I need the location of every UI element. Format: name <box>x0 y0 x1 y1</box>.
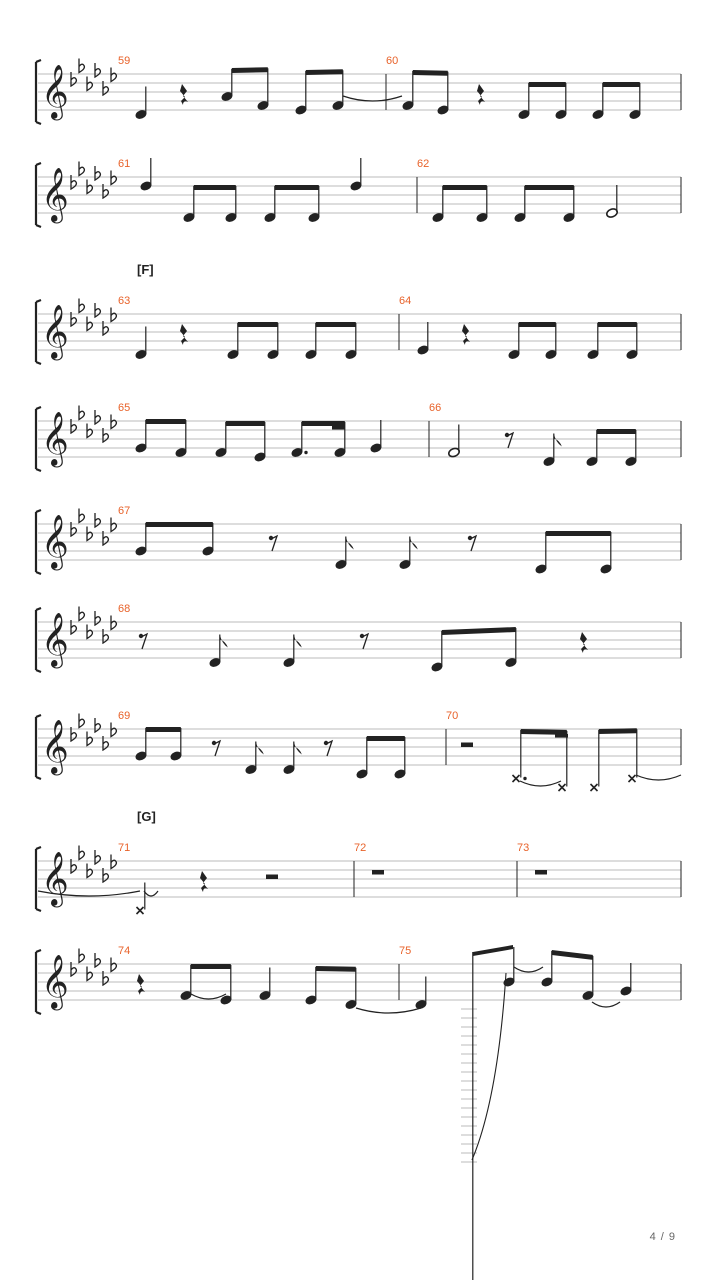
beam <box>603 82 640 87</box>
note <box>332 70 345 111</box>
quarter-rest <box>137 974 145 995</box>
eighth-flag <box>294 742 302 755</box>
beam <box>413 70 448 76</box>
flat-sign <box>79 949 84 963</box>
flat-sign <box>95 953 100 967</box>
flat-sign <box>79 846 84 860</box>
beam <box>367 736 405 741</box>
beam <box>598 322 637 327</box>
note <box>606 185 619 219</box>
whole-rest <box>535 870 547 875</box>
note <box>582 956 595 1001</box>
beam <box>232 67 268 73</box>
measure-number: 74 <box>118 945 131 957</box>
note <box>135 420 148 454</box>
flat-sign <box>95 166 100 180</box>
eighth-rest <box>326 741 332 756</box>
note <box>345 323 358 360</box>
eighth-rest <box>507 433 513 448</box>
x-notehead <box>559 784 566 791</box>
beam <box>146 419 186 424</box>
note <box>476 186 489 223</box>
measure-number: 69 <box>118 710 131 722</box>
measure-number: 75 <box>399 945 412 957</box>
beam <box>519 322 556 327</box>
note <box>183 186 196 223</box>
flat-sign <box>95 513 100 527</box>
beam <box>191 964 231 969</box>
treble-clef: 𝄞 <box>41 411 69 466</box>
eighth-flag <box>294 635 302 648</box>
beam <box>275 185 319 190</box>
beam <box>442 627 516 635</box>
beam <box>597 429 636 434</box>
note <box>350 158 363 192</box>
note <box>587 323 600 360</box>
note <box>267 323 280 360</box>
note <box>345 968 358 1010</box>
note <box>402 71 415 111</box>
note <box>600 532 613 575</box>
flat-sign <box>95 611 100 625</box>
staff-system-7 <box>36 710 681 779</box>
augmentation-dot <box>304 451 307 454</box>
flat-sign <box>95 718 100 732</box>
measure-number: 70 <box>446 710 459 722</box>
rehearsal-mark: [G] <box>137 809 156 824</box>
flat-sign <box>79 509 84 523</box>
percussion-note <box>591 730 599 791</box>
flat-sign <box>79 406 84 420</box>
measure-number: 60 <box>386 55 399 67</box>
note <box>135 728 148 762</box>
treble-clef: 𝄞 <box>41 304 69 359</box>
treble-clef: 𝄞 <box>41 954 69 1009</box>
beam <box>238 322 278 327</box>
treble-clef: 𝄞 <box>41 514 69 569</box>
sixteenth-beam <box>555 734 568 738</box>
eighth-flag <box>554 434 562 447</box>
flat-sign <box>95 303 100 317</box>
eighth-flag <box>410 537 418 550</box>
note <box>305 323 318 360</box>
quarter-rest <box>200 871 208 892</box>
quarter-rest <box>180 324 188 345</box>
quarter-rest <box>580 632 588 653</box>
note <box>592 83 605 120</box>
beam <box>599 728 637 734</box>
note <box>417 322 430 356</box>
beam <box>316 966 356 972</box>
sixteenth-beam <box>332 426 345 430</box>
beam <box>226 421 265 426</box>
measure-number: 68 <box>118 603 131 615</box>
staff-system-4 <box>36 402 681 471</box>
quarter-rest <box>462 324 470 345</box>
note <box>257 68 270 111</box>
beam <box>552 950 593 960</box>
note <box>140 158 153 192</box>
note <box>394 737 407 780</box>
note <box>291 422 308 458</box>
measure-number: 72 <box>354 842 367 854</box>
eighth-flag <box>346 537 354 550</box>
note <box>215 422 228 458</box>
note <box>264 186 277 223</box>
eighth-rest <box>470 536 476 551</box>
note <box>541 951 554 988</box>
percussion-note <box>137 883 145 915</box>
beam <box>306 69 343 75</box>
beam <box>302 421 345 426</box>
note <box>620 963 633 997</box>
measure-number: 67 <box>118 505 131 517</box>
treble-clef: 𝄞 <box>41 167 69 222</box>
flat-sign <box>79 59 84 73</box>
measure-number: 64 <box>399 295 412 307</box>
note <box>563 186 576 223</box>
measure-number: 71 <box>118 842 131 854</box>
note <box>170 728 183 762</box>
rehearsal-mark: [F] <box>137 262 154 277</box>
note <box>220 965 233 1006</box>
staff-system-8 <box>36 809 681 911</box>
flat-sign <box>95 410 100 424</box>
measure-number: 73 <box>517 842 530 854</box>
note <box>626 323 639 360</box>
note <box>370 420 383 454</box>
staff-system-2 <box>36 158 681 227</box>
flat-sign <box>79 714 84 728</box>
eighth-rest <box>141 634 147 649</box>
note <box>535 532 548 575</box>
note <box>505 628 518 668</box>
note <box>356 737 369 780</box>
tie <box>520 781 561 786</box>
treble-clef: 𝄞 <box>41 851 69 906</box>
x-notehead <box>591 784 598 791</box>
note <box>629 83 642 120</box>
slide-line <box>472 973 506 1160</box>
note <box>555 83 568 120</box>
beam <box>443 185 487 190</box>
note <box>431 631 444 673</box>
half-rest <box>266 875 278 880</box>
beam <box>194 185 236 190</box>
eighth-rest <box>271 536 277 551</box>
eighth-rest <box>362 634 368 649</box>
page-indicator: 4 / 9 <box>649 1231 676 1243</box>
note <box>135 523 148 557</box>
augmentation-dot <box>523 777 526 780</box>
beam <box>316 322 356 327</box>
beam <box>529 82 566 87</box>
tie <box>191 994 226 999</box>
measure-number: 61 <box>118 158 131 170</box>
flat-sign <box>95 850 100 864</box>
flat-sign <box>79 607 84 621</box>
staff-system-1 <box>36 55 681 124</box>
note <box>545 323 558 360</box>
quarter-rest <box>477 84 485 105</box>
note <box>437 72 450 116</box>
flat-sign <box>79 162 84 176</box>
treble-clef: 𝄞 <box>41 64 69 119</box>
eighth-flag <box>220 635 228 648</box>
eighth-flag <box>256 742 264 755</box>
tie <box>636 775 681 780</box>
note <box>225 186 238 223</box>
note <box>518 83 531 120</box>
measure-number: 62 <box>417 158 430 170</box>
beam <box>473 945 513 956</box>
x-notehead <box>137 907 144 914</box>
measure-number: 59 <box>118 55 131 67</box>
note <box>308 186 321 223</box>
tie <box>343 96 402 101</box>
flat-sign <box>95 63 100 77</box>
beam <box>146 727 181 732</box>
note <box>456 952 474 1280</box>
beam <box>146 522 213 527</box>
note <box>254 422 267 463</box>
whole-rest <box>372 870 384 875</box>
staff-system-3 <box>36 262 681 364</box>
note <box>180 965 193 1001</box>
note <box>514 186 527 223</box>
staff-system-5 <box>36 505 681 574</box>
tie <box>592 1002 620 1007</box>
measure-number: 63 <box>118 295 131 307</box>
beam <box>546 531 611 536</box>
flat-sign <box>79 299 84 313</box>
note <box>508 323 521 360</box>
note <box>202 523 215 557</box>
quarter-rest <box>180 84 188 105</box>
measure-number: 66 <box>429 402 442 414</box>
note <box>227 323 240 360</box>
tie <box>144 891 158 896</box>
note <box>586 430 599 467</box>
treble-clef: 𝄞 <box>41 612 69 667</box>
note <box>503 947 516 988</box>
x-notehead <box>513 775 520 782</box>
treble-clef: 𝄞 <box>41 719 69 774</box>
note <box>625 430 638 467</box>
note <box>432 186 445 223</box>
half-rest <box>461 743 473 748</box>
eighth-rest <box>214 741 220 756</box>
beam <box>525 185 574 190</box>
measure-number: 65 <box>118 402 131 414</box>
x-notehead <box>629 775 636 782</box>
tie <box>514 967 543 972</box>
note <box>295 71 308 116</box>
tie <box>356 1008 421 1013</box>
